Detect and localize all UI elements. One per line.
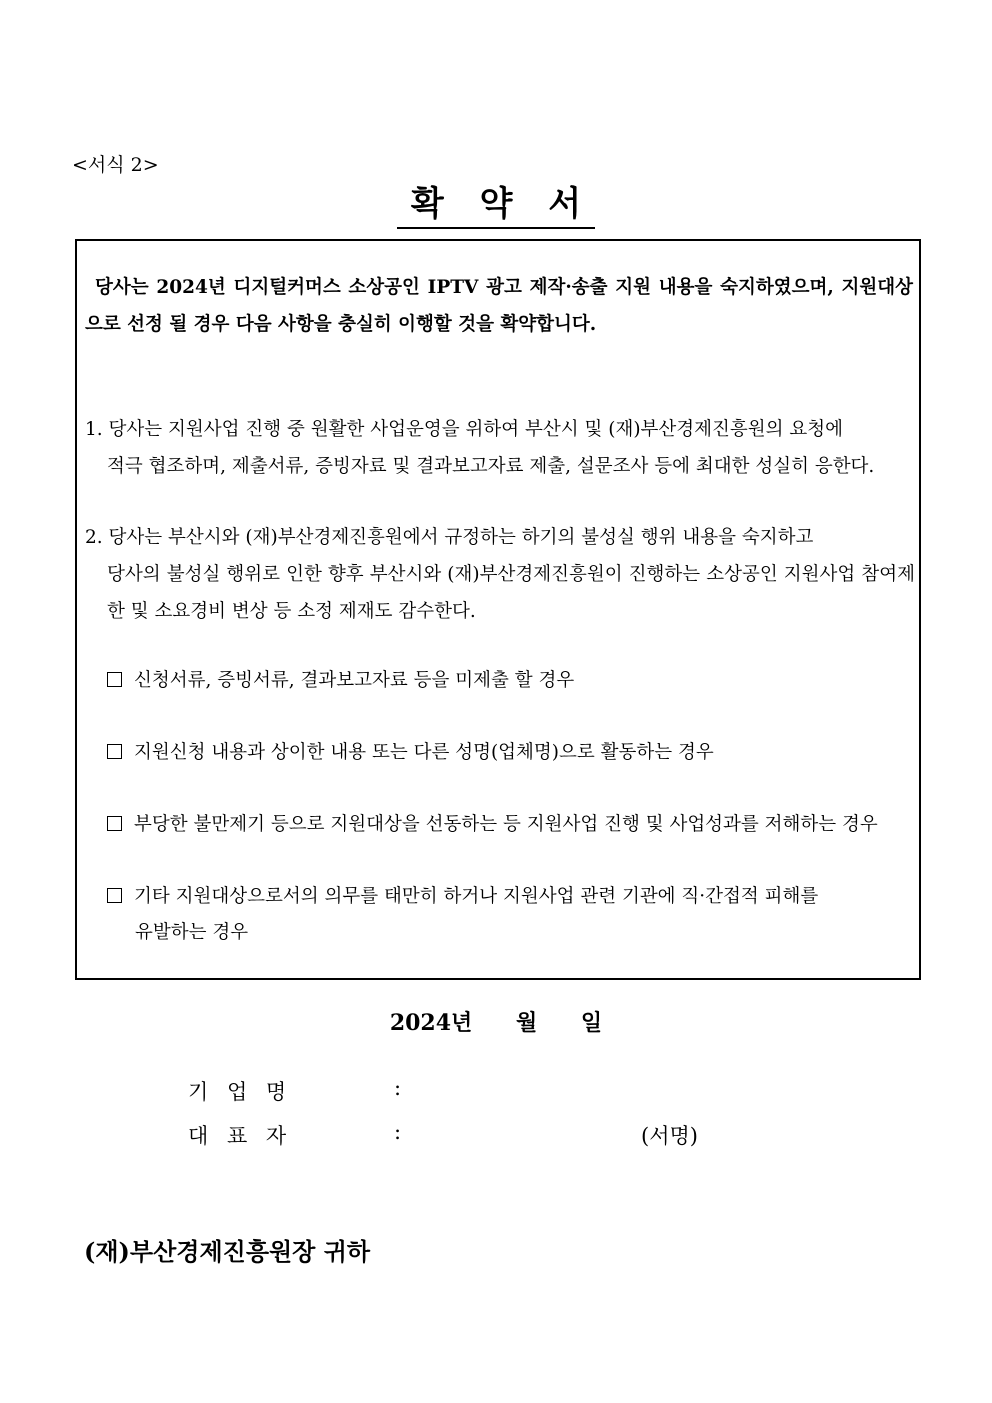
signature-mark: (서명)	[641, 1124, 698, 1148]
violation-item-4	[107, 879, 915, 951]
date-day: 일	[580, 1010, 603, 1036]
violation-item-1	[107, 663, 915, 699]
date-year: 2024년	[389, 1010, 473, 1036]
item-text-rest: 적극 협조하며, 제출서류, 증빙자료 및 결과보고자료 제출, 설문조사 등에 최대한 성실히 응한다.	[107, 456, 875, 477]
violation-text: 지원신청 내용과 상이한 내용 또는 다른 성명(업체명)으로 활동하는 경우	[134, 742, 714, 763]
pledge-item-2	[85, 519, 915, 630]
item-number: 2.	[85, 527, 103, 548]
violation-text: 기타 지원대상으로서의 의무를 태만히 하거나 지원사업 관련 기관에 직·간접적 피해를	[134, 886, 819, 907]
violation-item-3	[107, 807, 915, 843]
date-month: 월	[515, 1010, 538, 1036]
form-number: <서식 2>	[72, 154, 159, 176]
intro-paragraph: 당사는 2024년 디지털커머스 소상공인 IPTV 광고 제작·송출 지원 내용을 숙지하였으며, 지원대상으로 선정 될 경우 다음 사항을 충실히 이행할 것을 확약합니다.	[85, 277, 913, 335]
company-colon: :	[394, 1076, 402, 1100]
company-label: 기 업 명	[188, 1080, 293, 1104]
checkbox[interactable]	[107, 888, 122, 903]
item-text-first: 당사는 부산시와 (재)부산경제진흥원에서 규정하는 하기의 불성실 행위 내용을 숙지하고	[102, 527, 814, 548]
violation-text-rest: 유발하는 경우	[135, 922, 249, 943]
ceo-label: 대 표 자	[188, 1124, 293, 1148]
addressee: (재)부산경제진흥원장 귀하	[84, 1237, 371, 1266]
item-text-first: 당사는 지원사업 진행 중 원활한 사업운영을 위하여 부산시 및 (재)부산경제진흥원의 요청에	[102, 419, 844, 440]
checkbox[interactable]	[107, 672, 122, 687]
item-text-rest: 당사의 불성실 행위로 인한 향후 부산시와 (재)부산경제진흥원이 진행하는 소상공인 지원사업 참여제한 및 소요경비 변상 등 소정 제재도 감수한다.	[107, 564, 915, 622]
document-title	[0, 176, 992, 229]
violation-item-2	[107, 735, 915, 771]
checkbox[interactable]	[107, 744, 122, 759]
pledge-item-1	[85, 411, 915, 485]
item-number: 1.	[85, 419, 103, 440]
checkbox[interactable]	[107, 816, 122, 831]
violation-text: 신청서류, 증빙서류, 결과보고자료 등을 미제출 할 경우	[134, 670, 575, 691]
date-line	[0, 1006, 992, 1037]
violation-text: 부당한 불만제기 등으로 지원대상을 선동하는 등 지원사업 진행 및 사업성과를 저해하는 경우	[134, 814, 878, 835]
ceo-colon: :	[394, 1120, 402, 1144]
title-text: 확 약 서	[397, 176, 595, 229]
pledge-box	[75, 239, 921, 980]
